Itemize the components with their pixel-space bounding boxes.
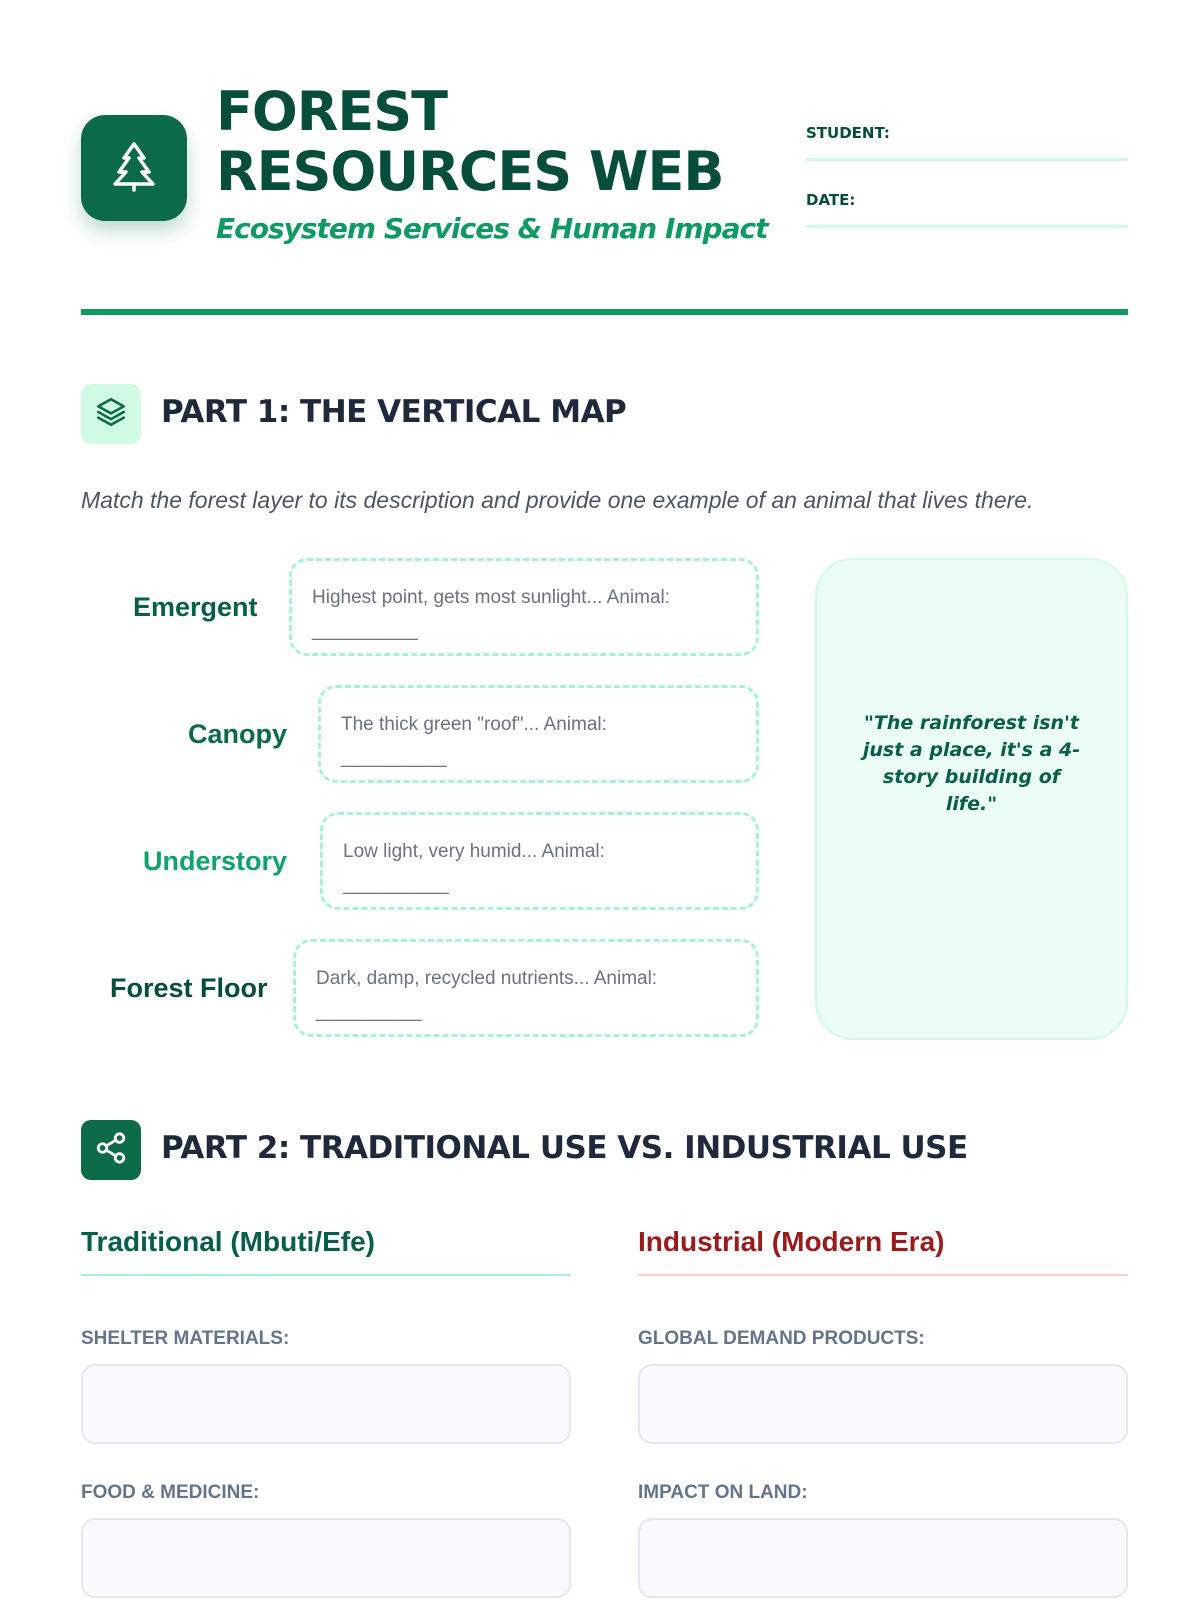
animal-blank: __________ xyxy=(316,1001,422,1022)
animal-blank: __________ xyxy=(343,874,449,895)
layer-answer-understory[interactable] xyxy=(320,812,759,910)
layer-answer-emergent[interactable] xyxy=(289,558,759,656)
layer-label-understory: Understory xyxy=(143,846,288,876)
layer-label-canopy: Canopy xyxy=(188,719,288,749)
title-line-1: FOREST xyxy=(216,80,447,143)
layer-description: Highest point, gets most sunlight... Animal: xyxy=(312,587,671,608)
global-demand-input[interactable] xyxy=(638,1364,1128,1444)
date-label: DATE: xyxy=(806,191,856,209)
part2-title: PART 2: TRADITIONAL USE VS. INDUSTRIAL USE xyxy=(161,1130,968,1166)
part1-instructions: Match the forest layer to its description and provide one example of an animal that lives there. xyxy=(81,487,1034,513)
logo-badge xyxy=(81,115,187,221)
part2-icon-badge xyxy=(81,1120,141,1180)
layer-label-forest-floor: Forest Floor xyxy=(110,973,268,1003)
student-field[interactable] xyxy=(806,158,1128,161)
page-title xyxy=(216,82,724,202)
industrial-heading: Industrial (Modern Era) xyxy=(638,1226,945,1257)
food-medicine-input[interactable] xyxy=(81,1518,571,1598)
student-label: STUDENT: xyxy=(806,124,890,142)
layer-answer-forest-floor[interactable] xyxy=(293,939,759,1037)
industrial-divider xyxy=(638,1274,1128,1276)
part1-icon-badge xyxy=(81,384,141,444)
global-demand-label: GLOBAL DEMAND PRODUCTS: xyxy=(638,1328,925,1349)
layer-description: Dark, damp, recycled nutrients... Animal: xyxy=(316,968,658,989)
food-medicine-label: FOOD & MEDICINE: xyxy=(81,1482,260,1503)
impact-on-land-label: IMPACT ON LAND: xyxy=(638,1482,808,1503)
traditional-divider xyxy=(81,1274,571,1276)
date-field[interactable] xyxy=(806,225,1128,228)
page-subtitle: Ecosystem Services & Human Impact xyxy=(216,212,768,245)
share-icon xyxy=(94,1131,128,1170)
traditional-heading: Traditional (Mbuti/Efe) xyxy=(81,1226,375,1257)
layer-label-emergent: Emergent xyxy=(133,592,258,622)
title-line-2: RESOURCES WEB xyxy=(216,140,724,203)
animal-blank: __________ xyxy=(341,747,447,768)
impact-on-land-input[interactable] xyxy=(638,1518,1128,1598)
layers-icon xyxy=(94,395,128,434)
quote-panel xyxy=(815,558,1128,1040)
part1-title: PART 1: THE VERTICAL MAP xyxy=(161,394,627,430)
layer-answer-canopy[interactable] xyxy=(318,685,759,783)
shelter-materials-input[interactable] xyxy=(81,1364,571,1444)
tree-icon xyxy=(111,140,157,197)
layer-description: The thick green "roof"... Animal: xyxy=(341,714,607,735)
quote-text: "The rainforest isn't just a place, it's a 4-story building of life." xyxy=(862,712,1081,815)
header-divider xyxy=(81,309,1128,315)
animal-blank: __________ xyxy=(312,620,418,641)
layer-description: Low light, very humid... Animal: xyxy=(343,841,605,862)
shelter-materials-label: SHELTER MATERIALS: xyxy=(81,1328,290,1349)
